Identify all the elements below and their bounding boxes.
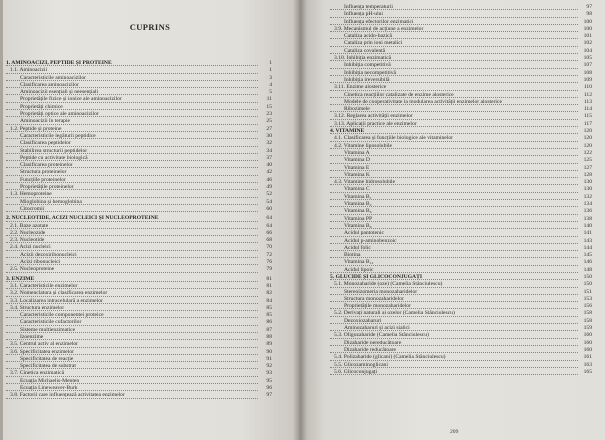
- toc-entry-page: 95: [266, 377, 272, 384]
- toc-entry-label: Clasificarea aminoacizilor: [20, 81, 79, 88]
- toc-entry-label: Caracteristicile legăturii peptidice: [20, 132, 96, 139]
- toc-entry-label: 2.1. Baze azotate: [10, 222, 49, 229]
- toc-entry-page: 151: [583, 288, 592, 295]
- toc-entry-page: 42: [266, 169, 272, 176]
- toc-entry-label: Acizii dezoxiribonucleici: [20, 251, 77, 258]
- toc-entry-page: 153: [583, 295, 592, 302]
- toc-entry: [6, 266, 272, 273]
- toc-entry-page: 140: [583, 222, 592, 229]
- toc-entry-page: 130: [583, 179, 592, 186]
- toc-entry-label: Cataliza covalentă: [344, 47, 386, 54]
- toc-entry-label: Vitamina K: [344, 171, 370, 178]
- toc-entry-label: 3. ENZIME: [6, 275, 35, 282]
- toc-entry-label: 1.1. Aminoacizii: [10, 67, 48, 74]
- toc-entry-page: 120: [583, 135, 592, 142]
- toc-entry-page: 160: [583, 346, 592, 353]
- toc-entry-label: Peptide cu activitate biologică: [20, 154, 88, 161]
- toc-entry-page: 158: [583, 310, 592, 317]
- toc-entry-page: 156: [583, 303, 592, 310]
- book-gutter: [293, 0, 307, 440]
- toc-entry-page: 85: [266, 312, 272, 319]
- toc-entry-page: 98: [586, 11, 592, 18]
- toc-entry-label: Acidul lipoic: [344, 266, 374, 273]
- toc-entry-label: 5.4. Polizaharide (glicani) (Camelia Stănciulescu): [334, 354, 446, 361]
- toc-entry-label: Stabilirea structurii peptidelor: [20, 147, 88, 154]
- toc-entry-page: 117: [583, 120, 592, 127]
- toc-entry-label: Proprietățile proteinelor: [20, 184, 74, 191]
- toc-entry-label: 3.1. Caracteristicile enzimelor: [10, 282, 78, 289]
- toc-entry-page: 158: [583, 317, 592, 324]
- toc-entry-page: 97: [586, 4, 592, 10]
- toc-entry-page: 114: [583, 106, 592, 113]
- toc-entry-label: 3.13. Aplicații practice ale enzimelor: [334, 120, 417, 127]
- toc-entry-page: 54: [266, 198, 272, 205]
- toc-entry-page: 108: [583, 69, 592, 76]
- toc-entry-label: 3.8. Factorii care influențează activitatea enzimelor: [10, 392, 125, 399]
- toc-entry-page: 4: [269, 81, 272, 88]
- toc-entry-label: Proprietățile fizice și ionice ale aminoacizilor: [20, 96, 122, 103]
- toc-entry-page: 37: [266, 154, 272, 161]
- toc-entry: [6, 206, 272, 213]
- toc-entry-page: 146: [583, 259, 592, 266]
- toc-entry-page: 115: [583, 113, 592, 120]
- toc-entry-page: 81: [266, 282, 272, 289]
- toc-entry-page: 5: [269, 89, 272, 96]
- toc-entry-label: Acizi ribonucleici: [20, 259, 61, 266]
- toc-entry-page: 113: [583, 98, 592, 105]
- toc-entry-page: 125: [583, 157, 592, 164]
- toc-entry-label: Vitamina B₁₂: [344, 259, 374, 266]
- toc-entry-page: 148: [583, 266, 592, 273]
- toc-entry-label: 4. VITAMINE: [330, 128, 365, 135]
- toc-entry-label: Inhibiția ireversibilă: [344, 76, 390, 83]
- toc-entry-page: 84: [266, 297, 272, 304]
- toc-entry-page: 81: [266, 275, 272, 282]
- toc-entry-label: Vitamina B₆: [344, 222, 372, 229]
- toc-entry-label: Dizaharide reducătoare: [344, 346, 397, 353]
- toc-entry-page: 3: [269, 74, 272, 81]
- toc-entry-page: 105: [583, 55, 592, 62]
- toc-entry-label: Funcțiile proteinelor: [20, 176, 66, 183]
- toc-entry-page: 104: [583, 47, 592, 54]
- toc-entry-label: Acidul folic: [344, 244, 371, 251]
- toc-entry-page: 66: [266, 229, 272, 236]
- toc-entry-label: Vitamina B₁: [344, 193, 372, 200]
- toc-entry-page: 102: [583, 40, 592, 47]
- toc-entry-label: 5.5. Glicozaminoglicani: [334, 361, 388, 368]
- toc-entry-page: 120: [583, 142, 592, 149]
- toc-entry-page: 112: [583, 91, 592, 98]
- toc-entry-page: 32: [266, 140, 272, 147]
- toc-entry-page: 100: [583, 18, 592, 25]
- toc-entry-label: Dizaharide nereducătoare: [344, 339, 402, 346]
- toc-entry-label: 4.1. Clasificarea și funcțiile biologice ale vitaminelor: [334, 135, 453, 142]
- toc-entry-page: 88: [266, 333, 272, 340]
- toc-entry-page: 70: [266, 244, 272, 251]
- toc-entry-page: 159: [583, 325, 592, 332]
- toc-list-left: [6, 58, 272, 400]
- toc-entry-label: Vitamina PP: [344, 215, 373, 222]
- toc-entry-page: 161: [583, 354, 592, 361]
- toc-entry-page: 134: [583, 201, 592, 208]
- toc-entry-page: 72: [266, 251, 272, 258]
- toc-entry-label: Caracteristicile cofactorilor: [20, 319, 82, 326]
- toc-entry-page: 127: [583, 164, 592, 171]
- toc-entry-page: 91: [266, 355, 272, 362]
- toc-entry-label: 1.2. Peptide și proteine: [10, 125, 62, 132]
- toc-entry-page: 76: [266, 259, 272, 266]
- toc-entry-label: Vitamina E: [344, 164, 370, 171]
- toc-entry-page: 120: [583, 128, 592, 135]
- toc-entry-label: Mioglobina și hemoglobina: [20, 198, 82, 205]
- toc-entry-page: 97: [266, 392, 272, 399]
- toc-entry-page: 107: [583, 62, 592, 69]
- right-page: [300, 0, 605, 440]
- toc-entry-page: 34: [266, 147, 272, 154]
- toc-entry-page: 100: [583, 25, 592, 32]
- toc-entry-label: Proprietăți optice ale aminoacizilor: [20, 111, 99, 118]
- toc-entry-page: 138: [583, 215, 592, 222]
- toc-entry-page: 68: [266, 237, 272, 244]
- toc-entry-label: Caracteristicile componentei proteice: [20, 312, 104, 319]
- toc-entry-page: 64: [266, 222, 272, 229]
- toc-entry-page: 130: [583, 186, 592, 193]
- toc-entry-label: Clasificarea peptidelor: [20, 140, 71, 147]
- toc-entry-label: Stereoizomeria monozaharidelor: [344, 288, 418, 295]
- toc-entry-page: 150: [583, 273, 592, 280]
- toc-entry-label: Aminoacizii în terapie: [20, 118, 71, 125]
- toc-entry-page: 160: [583, 339, 592, 346]
- toc-entry-label: 2.3. Nucleotide: [10, 237, 45, 244]
- toc-entry-page: 52: [266, 191, 272, 198]
- toc-entry-page: 86: [266, 319, 272, 326]
- toc-entry-page: 136: [583, 208, 592, 215]
- toc-entry-page: 1: [269, 67, 272, 74]
- left-page: [0, 0, 300, 440]
- toc-entry-page: 143: [583, 237, 592, 244]
- toc-entry-page: 27: [266, 125, 272, 132]
- toc-entry-label: 3.11. Enzime alosterice: [334, 84, 387, 91]
- toc-entry-page: 92: [266, 363, 272, 370]
- toc-entry-label: 3.3. Localizarea intracelulară a enzimelor: [10, 297, 103, 304]
- toc-entry-label: 1. AMINOACIZI, PEPTIDE ȘI PROTEINE: [6, 60, 112, 66]
- toc-entry-label: Cinetica reacțiilor catalizate de enzime alosterice: [344, 91, 454, 98]
- toc-entry-label: 3.10. Inhibiția enzimatică: [334, 55, 392, 62]
- toc-entry-label: Structura proteinelor: [20, 169, 67, 176]
- toc-entry-label: Proprietăți chimice: [20, 103, 63, 110]
- toc-entry-label: 1.3. Hemoproteine: [10, 191, 52, 198]
- toc-entry-page: 40: [266, 162, 272, 169]
- toc-entry-label: 5.6. Glicoconjugați: [334, 368, 378, 375]
- toc-entry-label: Cataliza acido-bazică: [344, 33, 392, 40]
- page-number: 209: [450, 429, 459, 435]
- toc-entry-label: 3.7. Cinetica enzimatică: [10, 370, 65, 377]
- toc-entry-label: Caracteristicile aminoacizilor: [20, 74, 87, 81]
- toc-entry-label: Influența pH-ului: [344, 11, 383, 18]
- toc-entry-label: Inhibiția necompetitivă: [344, 69, 397, 76]
- toc-entry-label: Vitamina B₂: [344, 201, 372, 208]
- toc-entry-page: 1: [269, 60, 272, 66]
- toc-entry-page: 46: [266, 176, 272, 183]
- toc-entry-label: Structura monozaharidelor: [344, 295, 404, 302]
- toc-entry-page: 109: [583, 76, 592, 83]
- toc-entry-label: Specificitatea de reacție: [20, 355, 74, 362]
- toc-entry-label: 3.2. Nomenclatura și clasificarea enzimelor: [10, 290, 108, 297]
- toc-entry-label: Clasificarea proteinelor: [20, 162, 73, 169]
- toc-entry-label: 3.9. Mecanismul de acțiune a enzimelor: [334, 25, 424, 32]
- toc-entry-label: Aminozaharuri și acizi sialici: [344, 325, 410, 332]
- toc-entry-page: 79: [266, 266, 272, 273]
- toc-entry-label: Vitamina C: [344, 186, 370, 193]
- toc-entry-label: Sisteme multienzimatice: [20, 326, 76, 333]
- toc-entry-page: 128: [583, 171, 592, 178]
- toc-entry-label: Ribozimele: [344, 106, 370, 113]
- toc-entry-page: 85: [266, 304, 272, 311]
- toc-entry-label: Acidul pantotenic: [344, 230, 384, 237]
- toc-entry-label: Inhibiția competitivă: [344, 62, 391, 69]
- toc-entry-label: 3.6. Specificitatea enzimelor: [10, 348, 74, 355]
- toc-entry-page: 110: [583, 84, 592, 91]
- toc-entry-label: Citocromii: [20, 205, 45, 212]
- toc-entry-page: 25: [266, 118, 272, 125]
- toc-entry-label: 2.5. Nucleoproteine: [10, 266, 55, 273]
- toc-entry-label: 5.1. Monozaharide (oze) (Camelia Stănciulescu): [334, 281, 443, 288]
- toc-entry-label: Acidul p-aminobenzoic: [344, 237, 397, 244]
- toc-entry-label: Specificitatea de substrat: [20, 363, 76, 370]
- toc-entry-page: 160: [583, 332, 592, 339]
- toc-entry-page: 89: [266, 341, 272, 348]
- toc-entry-page: 64: [266, 215, 272, 222]
- toc-entry-label: Vitamina A: [344, 149, 370, 156]
- toc-entry-page: 11: [266, 96, 272, 103]
- toc-entry-label: Vitamina B₆: [344, 208, 372, 215]
- toc-entry-page: 60: [266, 205, 272, 212]
- toc-entry-page: 101: [583, 33, 592, 40]
- toc-list-right: [330, 4, 592, 376]
- toc-entry-label: 3.4. Structura enzimelor: [10, 304, 65, 311]
- toc-entry-page: 15: [266, 103, 272, 110]
- toc-entry-label: Proprietățile monozaharidelor: [344, 303, 411, 310]
- toc-entry-label: Influența efectorilor enzimatici: [344, 18, 414, 25]
- toc-entry-page: 87: [266, 326, 272, 333]
- toc-entry-page: 145: [583, 252, 592, 259]
- toc-entry-label: Ecuația Michaelis-Menten: [20, 377, 80, 384]
- toc-entry-label: 3.12. Reglarea activității enzimelor: [334, 113, 413, 120]
- page-title: CUPRINS: [129, 22, 171, 32]
- toc-entry-label: 2. NUCLEOTIDE, ACIZI NUCLEICI ȘI NUCLEOPROTEINE: [6, 215, 159, 222]
- toc-entry-page: 82: [266, 290, 272, 297]
- toc-entry-label: 2.4. Acizi nucleici: [10, 244, 51, 251]
- toc-entry-label: 5.2. Derivați naturali ai ozelor (Camelia Stănciulescu): [334, 310, 455, 317]
- toc-entry-page: 122: [583, 149, 592, 156]
- toc-entry-page: 30: [266, 132, 272, 139]
- toc-entry-page: 90: [266, 348, 272, 355]
- toc-entry-label: 5.3. Oligozaharide (Camelia Stănciulescu): [334, 332, 429, 339]
- toc-entry-label: 3.5. Centrul activ al enzimelor: [10, 341, 79, 348]
- toc-entry-label: 2.2. Nucleozide: [10, 229, 46, 236]
- toc-entry-page: 132: [583, 193, 592, 200]
- toc-entry-page: 49: [266, 184, 272, 191]
- toc-entry-page: 144: [583, 244, 592, 251]
- toc-entry-page: 23: [266, 111, 272, 118]
- toc-entry-label: Vitamina D: [344, 157, 370, 164]
- toc-entry-label: Modele de cooperativitate la modularea activității enzimelor alosterice: [344, 98, 502, 105]
- toc-entry-page: 150: [583, 281, 592, 288]
- page-edge: [0, 0, 3, 440]
- toc-entry-page: 93: [266, 370, 272, 377]
- toc-entry-label: Influența temperaturii: [344, 4, 393, 10]
- toc-entry: [6, 392, 272, 399]
- toc-entry-page: 163: [583, 361, 592, 368]
- toc-entry-label: 5. GLUCIDE ȘI GLICOCONJUGAȚI: [330, 273, 423, 280]
- toc-entry-label: Ecuația Lineweaver-Burk: [20, 385, 78, 392]
- toc-entry-label: Dezoxiozaharuri: [344, 317, 382, 324]
- toc-entry-label: Aminoacizii esențiali și neesențiali: [20, 89, 99, 96]
- toc-entry-page: 165: [583, 368, 592, 375]
- toc-entry-page: 141: [583, 230, 592, 237]
- toc-entry: [330, 369, 592, 376]
- toc-entry-label: 4.2. Vitamine liposolubile: [334, 142, 392, 149]
- toc-entry-label: Cataliza prin ioni metalici: [344, 40, 403, 47]
- toc-entry-label: Biotina: [344, 252, 361, 259]
- toc-entry-label: 4.3. Vitamine hidrosolubile: [334, 179, 396, 186]
- toc-entry-label: Izoenzime: [20, 333, 44, 340]
- toc-entry-page: 96: [266, 385, 272, 392]
